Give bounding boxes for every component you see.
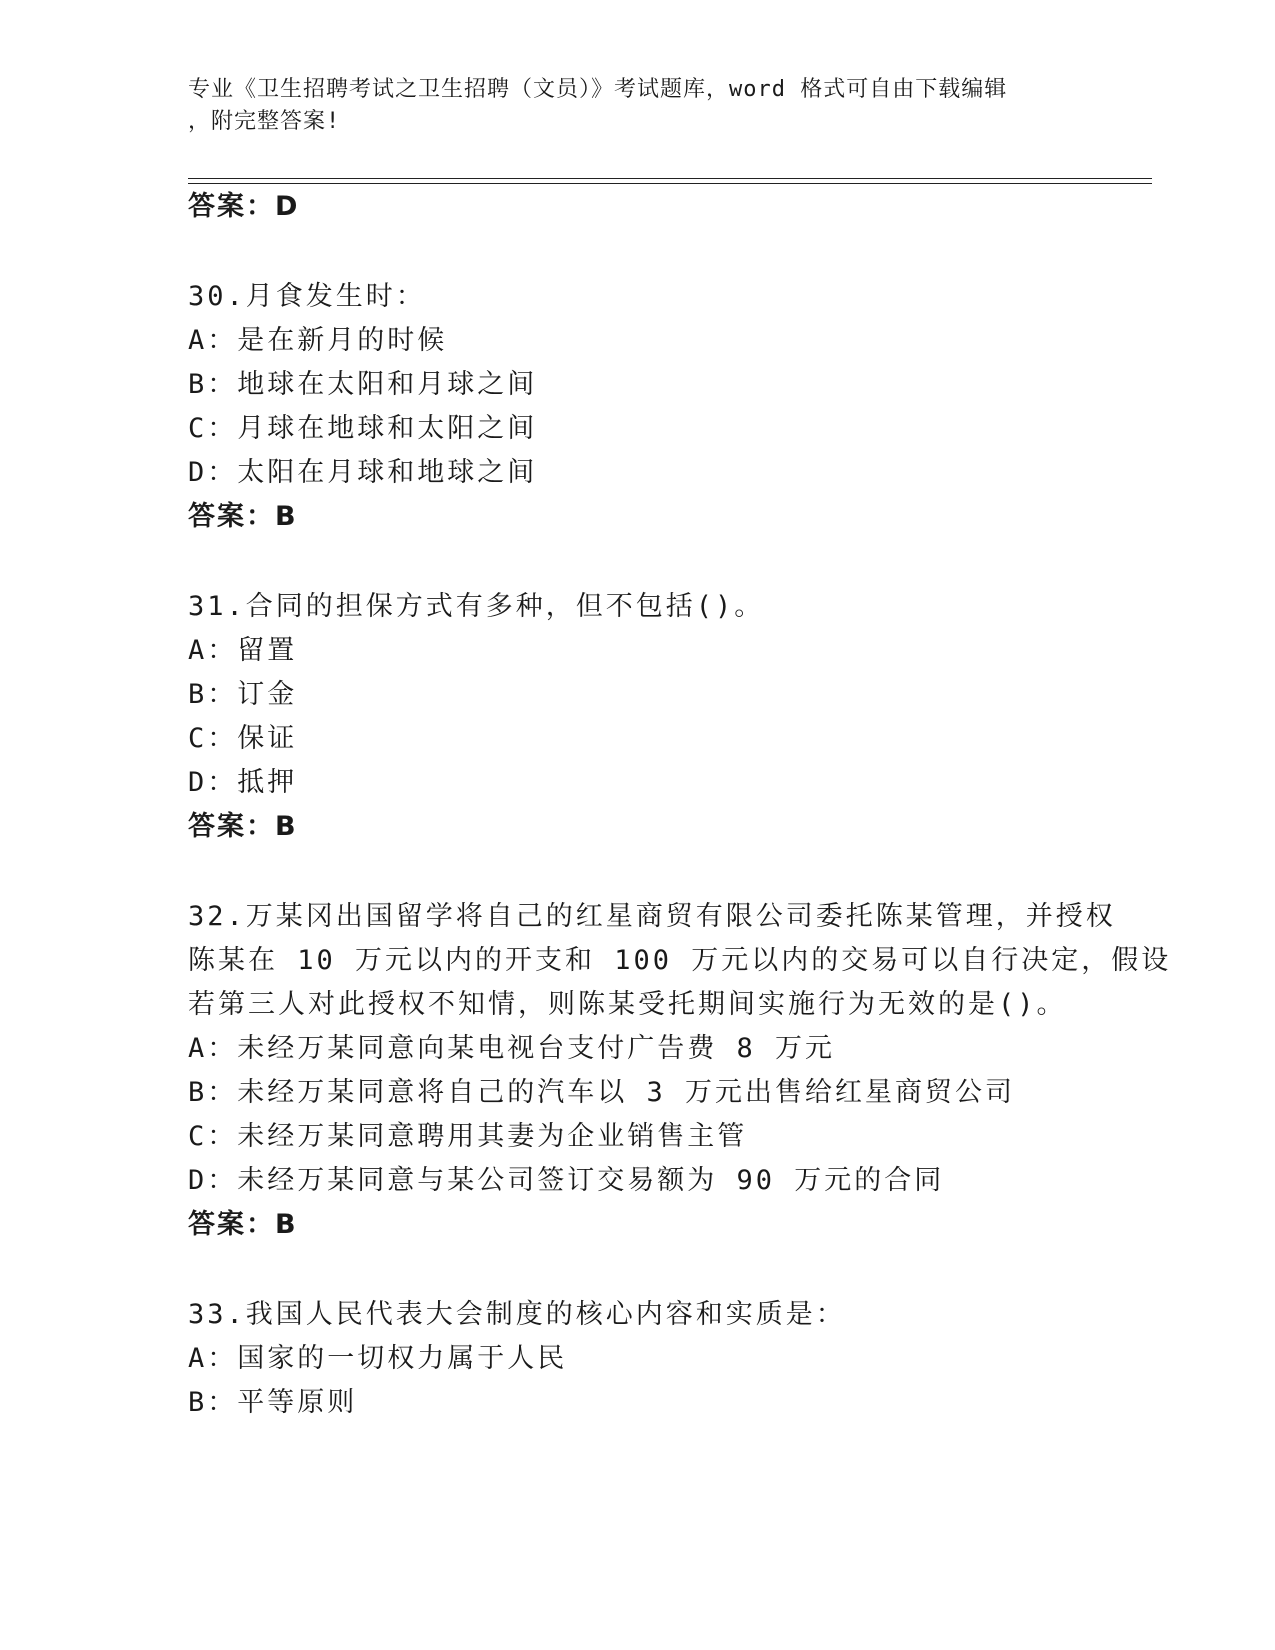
question-stem: 33.我国人民代表大会制度的核心内容和实质是： (188, 1299, 846, 1330)
question-stem-cont: 若第三人对此授权不知情，则陈某受托期间实施行为无效的是()。 (188, 989, 1067, 1020)
question-stem: 30.月食发生时： (188, 281, 426, 312)
option-d: D：太阳在月球和地球之间 (188, 457, 538, 488)
option-c: C：保证 (188, 723, 298, 754)
option-b: B：地球在太阳和月球之间 (188, 369, 538, 400)
option-b: B：平等原则 (188, 1387, 358, 1418)
option-c: C：月球在地球和太阳之间 (188, 413, 538, 444)
question-stem: 31.合同的担保方式有多种，但不包括()。 (188, 591, 765, 622)
answer-line: 答案：B (188, 811, 298, 842)
option-a: A：国家的一切权力属于人民 (188, 1343, 568, 1374)
option-d: D：抵押 (188, 767, 298, 798)
option-b: B：未经万某同意将自己的汽车以 3 万元出售给红星商贸公司 (188, 1077, 1016, 1108)
option-a: A：留置 (188, 635, 298, 666)
answer-line: 答案：B (188, 501, 298, 532)
option-d: D：未经万某同意与某公司签订交易额为 90 万元的合同 (188, 1165, 945, 1196)
header-title-line-cont: ，附完整答案! (188, 109, 341, 134)
document-header (188, 74, 1088, 138)
option-a: A：是在新月的时候 (188, 325, 448, 356)
option-b: B：订金 (188, 679, 298, 710)
header-divider (188, 183, 1152, 184)
answer-line: 答案：B (188, 1209, 298, 1240)
option-a: A：未经万某同意向某电视台支付广告费 8 万元 (188, 1033, 836, 1064)
header-title-line: 专业《卫生招聘考试之卫生招聘（文员）》考试题库，word 格式可自由下载编辑 (188, 77, 1008, 102)
header-divider (188, 178, 1152, 179)
answer-line: 答案：D (188, 191, 300, 222)
question-stem: 32.万某冈出国留学将自己的红星商贸有限公司委托陈某管理，并授权 (188, 901, 1116, 932)
option-c: C：未经万某同意聘用其妻为企业销售主管 (188, 1121, 748, 1152)
question-stem-cont: 陈某在 10 万元以内的开支和 100 万元以内的交易可以自行决定，假设 (188, 945, 1172, 976)
